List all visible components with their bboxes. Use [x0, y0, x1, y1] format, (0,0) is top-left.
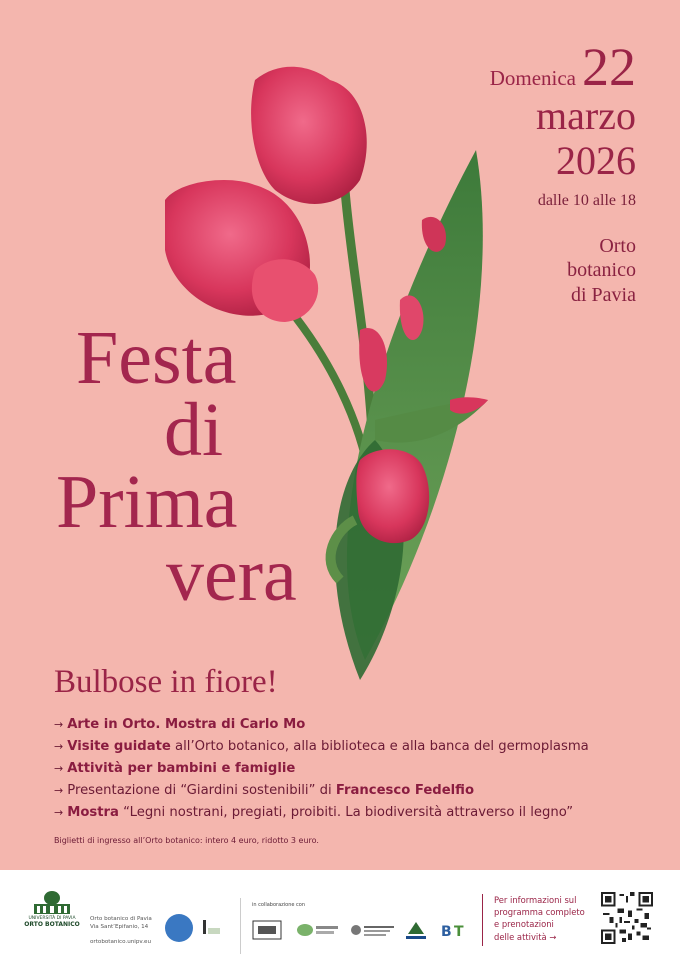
program-text: all’Orto botanico, alla biblioteca e alla banca del germoplasma: [170, 739, 589, 754]
arrow-right-icon: →: [54, 784, 64, 797]
title-line: vera: [166, 532, 297, 617]
divider: [240, 898, 241, 954]
program-item: [54, 736, 654, 758]
program-text: “Legni nostrani, pregiati, proibiti. La biodiversità attraverso il legno”: [118, 805, 574, 820]
address-line: Orto botanico di Pavia: [90, 916, 152, 922]
partner-logo: [252, 920, 282, 940]
program-text: Presentazione di “Giardini sostenibili” di: [67, 783, 336, 798]
info-line: e prenotazioni: [494, 919, 554, 930]
partner-logo: [296, 920, 340, 940]
title-line: di: [164, 388, 224, 473]
footer: [0, 870, 680, 961]
program-item: [54, 714, 654, 736]
arrow-right-icon: →: [54, 718, 64, 731]
orto-botanico-logo: [24, 890, 80, 928]
address: [90, 915, 152, 946]
title-line: Festa: [76, 316, 237, 400]
info-text: [494, 894, 585, 943]
divider: [482, 894, 483, 946]
info-line: delle attività →: [494, 931, 557, 942]
venue-line: Orto: [599, 235, 636, 257]
arrow-right-icon: →: [54, 762, 64, 775]
address-line: Via Sant’Epifanio, 14: [90, 924, 149, 931]
program-list: [54, 714, 654, 824]
event-title: [56, 316, 297, 617]
partner-logo: [404, 920, 428, 940]
year: 2026: [556, 137, 636, 183]
program-bold: Attività per bambini e famiglie: [67, 761, 296, 776]
qr-code[interactable]: [601, 892, 653, 944]
partner-badge: [165, 914, 193, 942]
venue-line: botanico: [567, 259, 636, 282]
venue-line: di Pavia: [571, 283, 636, 306]
title-line: Prima: [56, 460, 238, 545]
logo-caption: ORTO BOTANICO: [24, 921, 80, 929]
program-bold: Mostra: [67, 805, 119, 820]
date-block: [489, 37, 636, 210]
arrow-right-icon: →: [54, 740, 64, 753]
svg-text:T: T: [454, 924, 464, 940]
partner-logo: [440, 920, 468, 940]
date-line: [489, 37, 636, 97]
program-bold: Francesco Fedelfio: [335, 783, 475, 798]
venue: [567, 234, 636, 307]
weekday: Domenica: [489, 66, 576, 90]
info-line: programma completo: [494, 907, 585, 918]
svg-text:B: B: [441, 924, 452, 940]
partner-logo: [350, 920, 396, 940]
program-item: [54, 758, 654, 780]
logo-caption: UNIVERSITÀ DI PAVIA: [28, 916, 76, 921]
day: 22: [582, 37, 636, 97]
program-bold: Arte in Orto. Mostra di Carlo Mo: [67, 717, 306, 732]
month: marzo: [536, 93, 636, 138]
arrow-right-icon: →: [54, 806, 64, 819]
partner-logo: [202, 918, 222, 938]
collab-label: in collaborazione con: [252, 902, 306, 908]
opening-hours: dalle 10 alle 18: [537, 191, 636, 209]
garden-building-icon: [32, 890, 72, 916]
subtitle: Bulbose in fiore!: [54, 664, 278, 700]
info-line: Per informazioni sul: [494, 895, 577, 905]
program-bold: Visite guidate: [67, 739, 171, 754]
program-item: [54, 802, 654, 824]
program-item: [54, 780, 654, 802]
website-link[interactable]: ortobotanico.unipv.eu: [90, 938, 152, 945]
tickets-info: Biglietti di ingresso all’Orto botanico: intero 4 euro, ridotto 3 euro.: [54, 836, 319, 845]
